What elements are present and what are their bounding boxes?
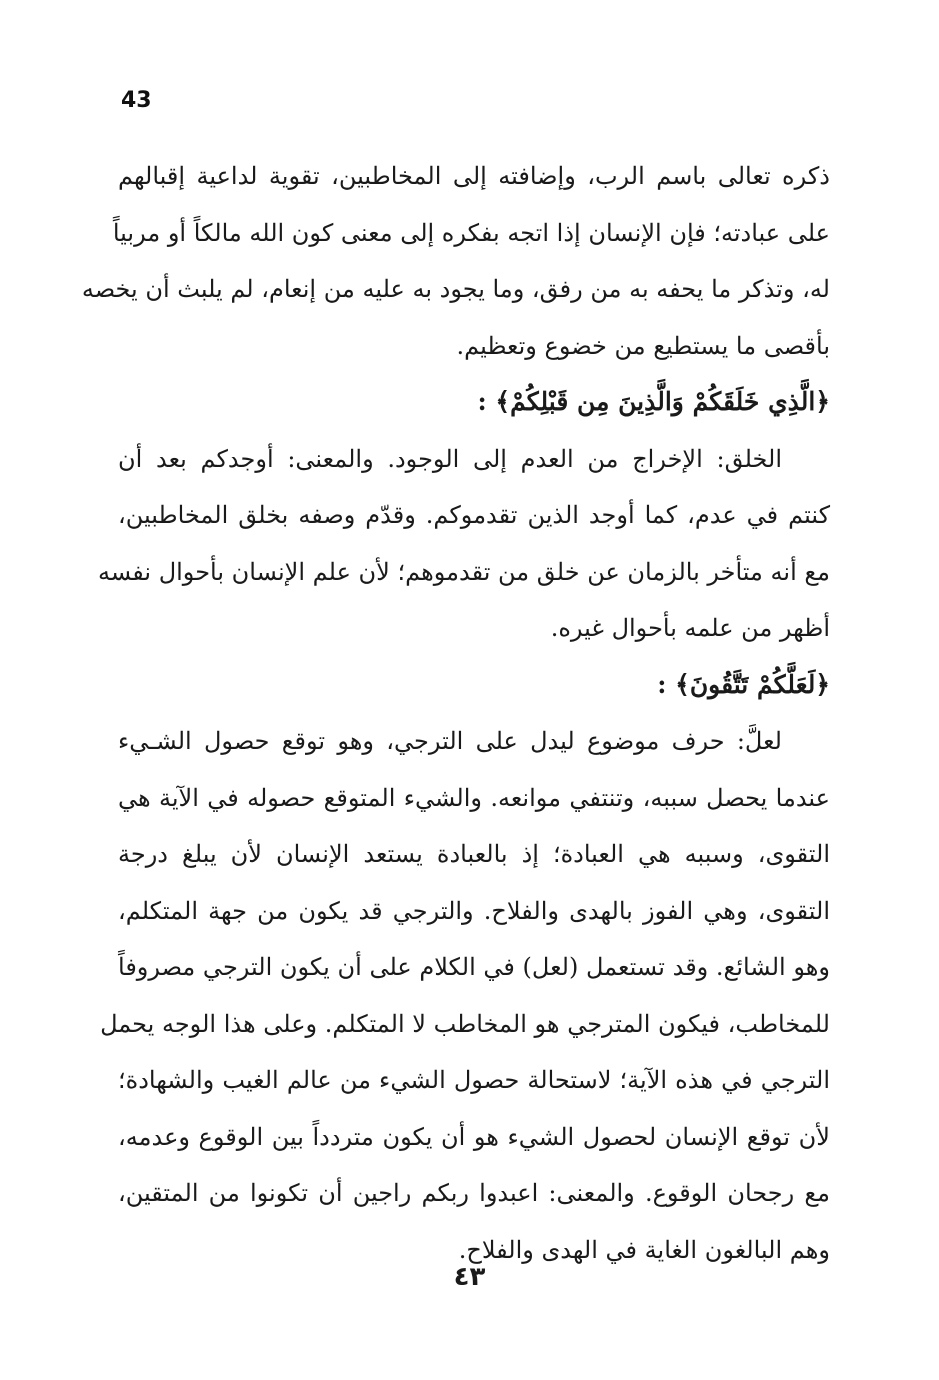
text-line: أظهر من علمه بأحوال غيره.: [550, 614, 830, 642]
verse-heading-2: [118, 657, 830, 714]
text-line: له، وتذكر ما يحفه به من رفق، وما يجود به عليه من إنعام، لم يلبث أن يخصه: [81, 275, 830, 303]
text-line: للمخاطب، فيكون المترجي هو المخاطب لا المتكلم. وعلى هذا الوجه يحمل: [100, 1009, 830, 1038]
text-line: لأن توقع الإنسان لحصول الشيء هو أن يكون متردداً بين الوقوع وعدمه،: [118, 1122, 830, 1151]
page-body: [81, 148, 831, 1278]
paragraph-3: [100, 713, 830, 1278]
text-line: التقوى، وهي الفوز بالهدى والفلاح. والترجي قد يكون من جهة المتكلم،: [118, 896, 830, 925]
quran-verse: ﴿الَّذِي خَلَقَكُمْ وَالَّذِينَ مِن قَبْلِكُمْ﴾: [495, 387, 830, 416]
page-number-top: 43: [121, 88, 152, 113]
text-line: مع رجحان الوقوع. والمعنى: اعبدوا ربكم راجين أن تكونوا من المتقين،: [118, 1179, 830, 1207]
text-line: الترجي في هذه الآية؛ لاستحالة حصول الشيء من عالم الغيب والشهادة؛: [118, 1066, 830, 1094]
text-line: كنتم في عدم، كما أوجد الذين تقدموكم. وقدّم وصفه بخلق المخاطبين،: [118, 501, 831, 529]
heading-colon: :: [657, 669, 676, 699]
heading-colon: :: [477, 387, 496, 416]
verse-heading-1: [118, 374, 830, 431]
text-line: وهم البالغون الغاية في الهدى والفلاح.: [458, 1235, 830, 1264]
text-line: على عبادته؛ فإن الإنسان إذا اتجه بفكره إلى معنى كون الله مالكاً أو مربياً: [112, 218, 830, 247]
page-number-bottom: ٤٣: [453, 1262, 486, 1292]
text-line: بأقصى ما يستطيع من خضوع وتعظيم.: [456, 331, 830, 360]
paragraph-1: [81, 148, 830, 374]
paragraph-2: [97, 431, 831, 657]
text-line: وهو الشائع. وقد تستعمل (لعل) في الكلام على أن يكون الترجي مصروفاً: [118, 953, 830, 981]
text-line: عندما يحصل سببه، وتنتفي موانعه. والشيء المتوقع حصوله في الآية هي: [118, 783, 830, 812]
text-line: ذكره تعالى باسم الرب، وإضافته إلى المخاطبين، تقوية لداعية إقبالهم: [118, 162, 830, 190]
text-line: لعلَّ: حرف موضوع ليدل على الترجي، وهو توقع حصول الشـيء: [118, 727, 782, 755]
text-line: مع أنه متأخر بالزمان عن خلق من تقدموهم؛ لأن علم الإنسان بأحوال نفسه: [97, 557, 830, 586]
quran-verse: ﴿لَعَلَّكُمْ تَتَّقُونَ﴾: [675, 669, 830, 699]
text-line: الخلق: الإخراج من العدم إلى الوجود. والمعنى: أوجدكم بعد أن: [118, 444, 782, 473]
text-line: التقوى، وسببه هي العبادة؛ إذ بالعبادة يستعد الإنسان لأن يبلغ درجة: [118, 840, 830, 868]
